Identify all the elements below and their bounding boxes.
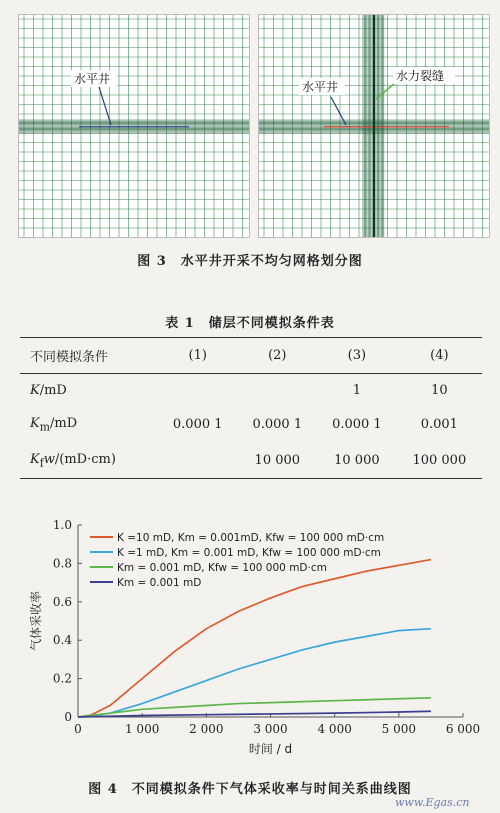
- table-cell: 10 000: [317, 443, 397, 479]
- fracture-label: 水力裂缝: [396, 69, 445, 83]
- legend-label: Km = 0.001 mD: [117, 577, 202, 589]
- x-tick-label: 5 000: [381, 722, 417, 736]
- y-tick-label: 0.4: [52, 633, 72, 648]
- table-row: [20, 443, 482, 479]
- row-label: K/mD: [30, 383, 67, 398]
- x-tick-label: 0: [74, 722, 82, 736]
- row-label: $K_fw/(mD\cdot cm)$: [20, 443, 158, 479]
- row-label: $K_m/mD$: [30, 416, 78, 434]
- y-tick-label: 0.8: [52, 556, 72, 571]
- figure4-caption: 图 4 不同模拟条件下气体采收率与时间关系曲线图: [88, 782, 412, 797]
- table-cell: 0.000 1: [332, 417, 382, 433]
- figure3-caption: 图 3 水平井开采不均匀网格划分图: [137, 254, 363, 269]
- y-axis-label: 气体采收率: [29, 590, 43, 652]
- table-cell: [238, 374, 318, 408]
- header-cell: (2): [238, 338, 318, 374]
- grid-svg-1: [19, 15, 249, 237]
- header-cell: (1): [158, 338, 238, 374]
- mesh-lines: [19, 15, 249, 237]
- recovery-chart: [18, 505, 488, 765]
- watermark: www.Egas.cn: [395, 796, 470, 809]
- well-label: 水平井: [302, 80, 339, 94]
- legend-label: Km = 0.001 mD, Kfw = 100 000 mD·cm: [117, 562, 327, 574]
- table-cell: [158, 443, 238, 479]
- table-cell: 0.000 1: [252, 417, 303, 433]
- x-tick-label: 6 000: [445, 722, 481, 736]
- conditions-table: [20, 337, 482, 479]
- grid-panel-uniform: [18, 14, 250, 238]
- table-cell: 1: [352, 383, 362, 398]
- y-tick-label: 0.2: [52, 671, 72, 686]
- table-row: [20, 407, 482, 443]
- y-tick-label: 0.6: [52, 594, 72, 609]
- grid-svg-2: [259, 15, 489, 237]
- well-label: 水平井: [74, 72, 111, 86]
- x-tick-label: 1 000: [124, 722, 160, 736]
- y-tick-label: 1.0: [52, 518, 72, 532]
- table-cell: 10 000: [238, 443, 318, 479]
- legend-label: K =10 mD, Km = 0.001mD, Kfw = 100 000 mD·cm: [117, 532, 385, 544]
- legend-label: K =1 mD, Km = 0.001 mD, Kfw = 100 000 mD·cm: [117, 547, 381, 559]
- table-row: [20, 374, 482, 408]
- header-cell: 不同模拟条件: [20, 338, 158, 374]
- table1-title: 表 1 储层不同模拟条件表: [165, 316, 335, 331]
- table-cell: 10: [431, 383, 448, 398]
- table-header-row: [20, 338, 482, 374]
- x-tick-label: 3 000: [253, 722, 288, 736]
- table-cell: [158, 374, 238, 408]
- x-tick-label: 4 000: [317, 722, 352, 736]
- series-line-3: [78, 711, 431, 717]
- x-axis-label: 时间 / d: [248, 742, 293, 756]
- header-cell: (3): [317, 338, 397, 374]
- header-cell: (4): [397, 338, 482, 374]
- table-cell: 100 000: [397, 443, 482, 479]
- x-tick-label: 2 000: [189, 722, 224, 736]
- table-cell: 0.000 1: [172, 417, 223, 433]
- pointer-arrow: [331, 97, 346, 125]
- grid-panel-fractured: [258, 14, 490, 238]
- table-cell: 0.001: [420, 417, 458, 433]
- y-tick-label: 0: [64, 710, 72, 724]
